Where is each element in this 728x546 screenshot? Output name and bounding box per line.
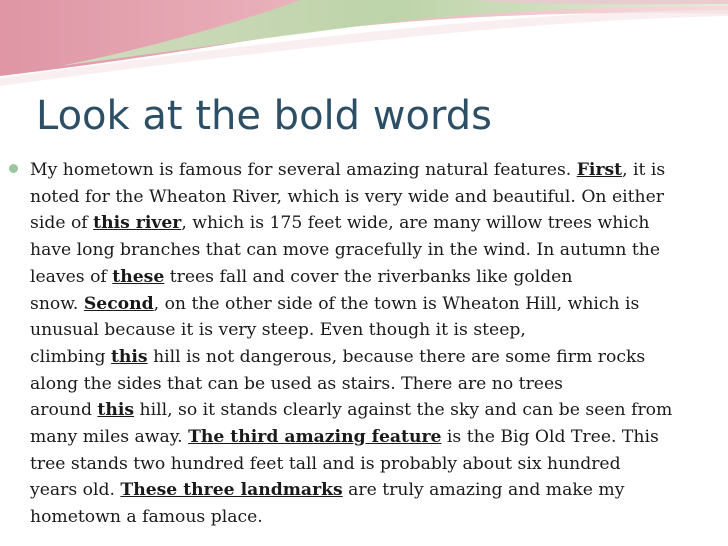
text-segment: tree stands two hundred feet tall and is probably about six hundred [30, 453, 621, 474]
text-segment: unusual because it is very steep. Even though it is steep, [30, 320, 526, 341]
bullet-dot-icon [9, 164, 18, 173]
text-segment: hill, so it stands clearly against the sky and can be seen from [134, 400, 673, 421]
text-segment: noted for the Wheaton River, which is very wide and beautiful. On either [30, 186, 664, 207]
bold-word: First [576, 160, 623, 180]
text-segment: My hometown is famous for several amazing natural features. [30, 160, 577, 180]
text-segment: are truly amazing and make my [342, 480, 625, 501]
text-segment: snow. [30, 293, 84, 314]
text-segment: leaves of [30, 266, 113, 287]
paragraph-line [30, 157, 726, 184]
text-segment: along the sides that can be used as stairs. There are no trees [30, 373, 563, 394]
slide-title: Look at the bold words [36, 93, 492, 139]
bullet-paragraph [30, 157, 726, 531]
bold-word: these [112, 266, 165, 287]
paragraph-line [30, 504, 726, 531]
bold-word: These three landmarks [120, 480, 343, 501]
text-segment: hill is not dangerous, because there are some firm rocks [147, 346, 646, 367]
text-segment: trees fall and cover the riverbanks like golden [164, 266, 573, 287]
text-segment: is the Big Old Tree. This [441, 427, 659, 448]
text-segment: , it is [622, 160, 666, 180]
bold-word: this river [93, 213, 182, 234]
paragraph-line [30, 264, 726, 291]
bold-word: this [110, 346, 148, 367]
paragraph-line [30, 397, 726, 424]
text-segment: many miles away. [30, 427, 189, 448]
paragraph-line [30, 210, 726, 237]
decorative-banner [0, 0, 728, 90]
bold-word: this [97, 400, 135, 421]
paragraph-line [30, 344, 726, 371]
paragraph-line [30, 371, 726, 398]
text-segment: , on the other side of the town is Wheaton Hill, which is [153, 293, 640, 314]
paragraph-line [30, 317, 726, 344]
bold-word: Second [83, 293, 154, 314]
bold-word: The third amazing feature [188, 427, 442, 448]
text-segment: years old. [30, 480, 121, 501]
text-segment: around [30, 400, 98, 421]
paragraph-line [30, 184, 726, 211]
paragraph-line [30, 451, 726, 478]
paragraph-line [30, 424, 726, 451]
paragraph-line [30, 291, 726, 318]
text-segment: side of [30, 213, 94, 234]
paragraph-line [30, 237, 726, 264]
paragraph-line [30, 477, 726, 504]
text-segment: have long branches that can move gracefully in the wind. In autumn the [30, 240, 661, 261]
text-segment: , which is 175 feet wide, are many willow trees which [181, 213, 650, 234]
text-segment: hometown a famous place. [30, 507, 263, 528]
text-segment: climbing [30, 346, 111, 367]
